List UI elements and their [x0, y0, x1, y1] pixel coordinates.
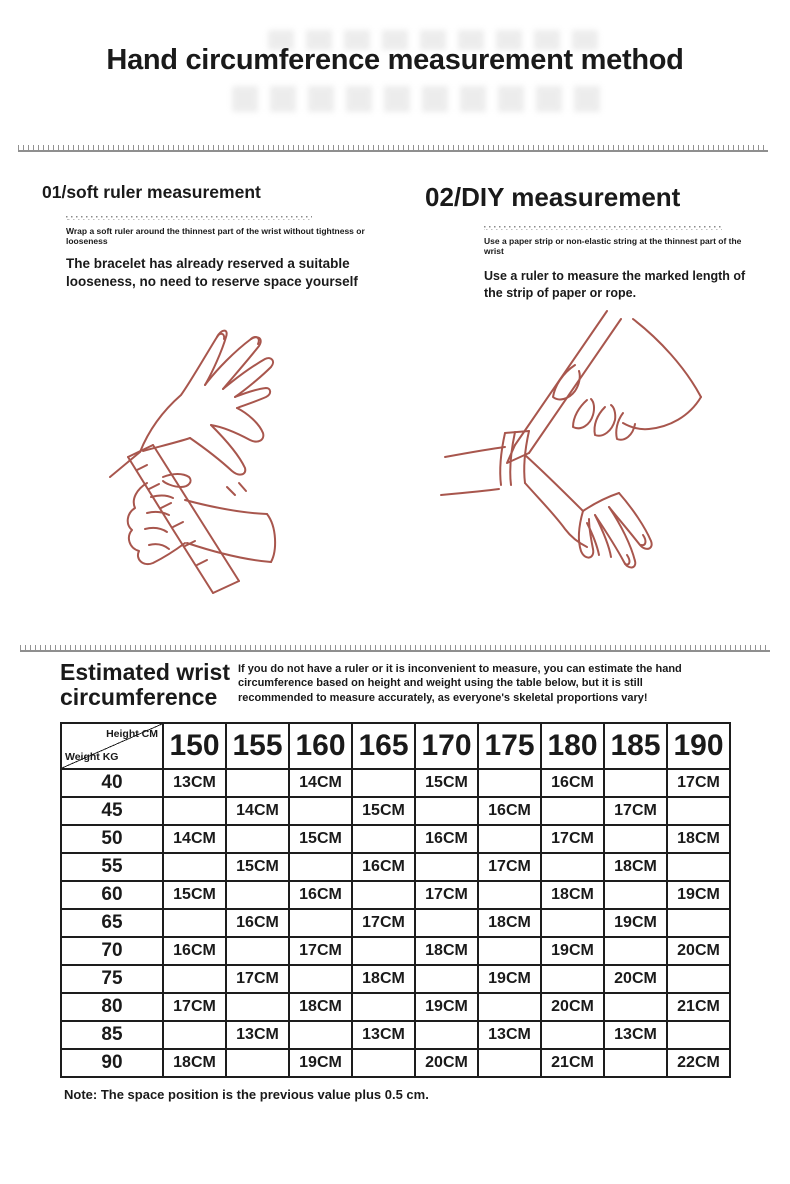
- table-header-row: [61, 723, 730, 769]
- height-header-cell: 155: [226, 723, 289, 769]
- page-title: Hand circumference measurement method: [106, 44, 684, 76]
- value-cell: [667, 853, 730, 881]
- value-cell: 20CM: [604, 965, 667, 993]
- weight-cell: 60: [61, 881, 163, 909]
- height-header-cell: 175: [478, 723, 541, 769]
- value-cell: [478, 769, 541, 797]
- estimate-section: [0, 660, 790, 710]
- value-cell: [289, 853, 352, 881]
- value-cell: 22CM: [667, 1049, 730, 1077]
- value-cell: 20CM: [541, 993, 604, 1021]
- value-cell: [667, 1021, 730, 1049]
- value-cell: [226, 1049, 289, 1077]
- value-cell: [415, 797, 478, 825]
- hatched-divider-top: [18, 145, 768, 152]
- corner-label-height: Height CM: [106, 727, 158, 740]
- value-cell: 18CM: [352, 965, 415, 993]
- wrist-size-table: [60, 722, 731, 1078]
- value-cell: 13CM: [604, 1021, 667, 1049]
- value-cell: 17CM: [163, 993, 226, 1021]
- value-cell: [352, 1049, 415, 1077]
- value-cell: [541, 1021, 604, 1049]
- value-cell: 20CM: [667, 937, 730, 965]
- value-cell: [352, 881, 415, 909]
- value-cell: [289, 1021, 352, 1049]
- estimate-heading: Estimated wrist circumference: [60, 659, 230, 710]
- value-cell: 19CM: [415, 993, 478, 1021]
- value-cell: 16CM: [289, 881, 352, 909]
- estimate-description: If you do not have a ruler or it is inconvenient to measure, you can estimate the hand circumference based on height and weight using the table below, but it is still recommended to measure accurately, as everyone's skeletal proportions vary!: [238, 663, 682, 704]
- value-cell: 18CM: [478, 909, 541, 937]
- value-cell: 13CM: [226, 1021, 289, 1049]
- ghost-watermark-bottom: [232, 86, 612, 112]
- value-cell: 15CM: [163, 881, 226, 909]
- illustrations-row: [0, 305, 790, 605]
- table-note: Note: The space position is the previous value plus 0.5 cm.: [64, 1086, 429, 1102]
- value-cell: 21CM: [541, 1049, 604, 1077]
- value-cell: 17CM: [667, 769, 730, 797]
- value-cell: 13CM: [352, 1021, 415, 1049]
- soft-ruler-heading: 01/soft ruler measurement: [42, 182, 261, 202]
- table-row: [61, 965, 730, 993]
- value-cell: [352, 993, 415, 1021]
- value-cell: 15CM: [415, 769, 478, 797]
- value-cell: 20CM: [415, 1049, 478, 1077]
- value-cell: [163, 1021, 226, 1049]
- value-cell: 17CM: [226, 965, 289, 993]
- value-cell: [415, 853, 478, 881]
- table-row: [61, 909, 730, 937]
- value-cell: 16CM: [226, 909, 289, 937]
- value-cell: [226, 881, 289, 909]
- value-cell: [352, 937, 415, 965]
- soft-ruler-subtext: Wrap a soft ruler around the thinnest part of the wrist without tightness or looseness: [66, 226, 365, 246]
- corner-label-weight: Weight KG: [65, 750, 119, 763]
- value-cell: 15CM: [352, 797, 415, 825]
- value-cell: [163, 909, 226, 937]
- value-cell: [226, 769, 289, 797]
- value-cell: [289, 965, 352, 993]
- value-cell: 16CM: [541, 769, 604, 797]
- value-cell: 16CM: [163, 937, 226, 965]
- weight-cell: 85: [61, 1021, 163, 1049]
- value-cell: 17CM: [604, 797, 667, 825]
- value-cell: [415, 965, 478, 993]
- value-cell: 17CM: [478, 853, 541, 881]
- height-header-cell: 185: [604, 723, 667, 769]
- value-cell: 13CM: [478, 1021, 541, 1049]
- table-row: [61, 1049, 730, 1077]
- weight-cell: 40: [61, 769, 163, 797]
- value-cell: [478, 993, 541, 1021]
- value-cell: [604, 881, 667, 909]
- value-cell: 17CM: [352, 909, 415, 937]
- value-cell: 17CM: [289, 937, 352, 965]
- value-cell: [478, 825, 541, 853]
- value-cell: [541, 853, 604, 881]
- weight-cell: 50: [61, 825, 163, 853]
- value-cell: [352, 769, 415, 797]
- value-cell: 18CM: [604, 853, 667, 881]
- value-cell: [541, 797, 604, 825]
- value-cell: 16CM: [415, 825, 478, 853]
- value-cell: 18CM: [667, 825, 730, 853]
- value-cell: [226, 825, 289, 853]
- height-header-cell: 160: [289, 723, 352, 769]
- value-cell: [415, 909, 478, 937]
- value-cell: 13CM: [163, 769, 226, 797]
- table-row: [61, 1021, 730, 1049]
- value-cell: [478, 881, 541, 909]
- size-table-body: [61, 769, 730, 1077]
- value-cell: 19CM: [541, 937, 604, 965]
- value-cell: 19CM: [289, 1049, 352, 1077]
- value-cell: 16CM: [478, 797, 541, 825]
- value-cell: [667, 909, 730, 937]
- value-cell: 16CM: [352, 853, 415, 881]
- value-cell: 18CM: [163, 1049, 226, 1077]
- weight-cell: 70: [61, 937, 163, 965]
- value-cell: [604, 769, 667, 797]
- dotted-separator: [484, 226, 722, 230]
- value-cell: [604, 937, 667, 965]
- hatched-divider-middle: [20, 645, 770, 652]
- value-cell: 18CM: [415, 937, 478, 965]
- value-cell: [415, 1021, 478, 1049]
- diy-heading: 02/DIY measurement: [425, 182, 681, 212]
- value-cell: [289, 909, 352, 937]
- value-cell: 14CM: [226, 797, 289, 825]
- title-block: [0, 0, 790, 77]
- height-header-cell: 190: [667, 723, 730, 769]
- value-cell: [667, 797, 730, 825]
- value-cell: 18CM: [289, 993, 352, 1021]
- weight-cell: 65: [61, 909, 163, 937]
- diy-subtext: Use a paper strip or non-elastic string at the thinnest part of the wrist: [484, 236, 742, 256]
- table-row: [61, 825, 730, 853]
- dotted-separator: [66, 216, 312, 220]
- value-cell: 18CM: [541, 881, 604, 909]
- value-cell: [289, 797, 352, 825]
- value-cell: [541, 909, 604, 937]
- value-cell: 19CM: [667, 881, 730, 909]
- methods-section: [0, 182, 790, 301]
- diy-pen-hand-illustration: [437, 305, 767, 605]
- value-cell: [478, 937, 541, 965]
- value-cell: 14CM: [163, 825, 226, 853]
- value-cell: 14CM: [289, 769, 352, 797]
- weight-cell: 45: [61, 797, 163, 825]
- diy-body: Use a ruler to measure the marked length of the strip of paper or rope.: [484, 269, 746, 300]
- value-cell: [163, 853, 226, 881]
- soft-ruler-hand-illustration: [85, 305, 395, 605]
- value-cell: 19CM: [604, 909, 667, 937]
- value-cell: 15CM: [226, 853, 289, 881]
- value-cell: 21CM: [667, 993, 730, 1021]
- weight-cell: 55: [61, 853, 163, 881]
- value-cell: 19CM: [478, 965, 541, 993]
- soft-ruler-body: The bracelet has already reserved a suitable looseness, no need to reserve space yourself: [66, 256, 358, 289]
- value-cell: 15CM: [289, 825, 352, 853]
- weight-cell: 90: [61, 1049, 163, 1077]
- weight-cell: 80: [61, 993, 163, 1021]
- weight-cell: 75: [61, 965, 163, 993]
- value-cell: [478, 1049, 541, 1077]
- value-cell: [226, 937, 289, 965]
- table-row: [61, 853, 730, 881]
- value-cell: [604, 1049, 667, 1077]
- value-cell: 17CM: [541, 825, 604, 853]
- value-cell: [667, 965, 730, 993]
- height-header-cell: 165: [352, 723, 415, 769]
- height-header-cell: 150: [163, 723, 226, 769]
- value-cell: 17CM: [415, 881, 478, 909]
- diagonal-corner-cell: [61, 723, 163, 769]
- table-row: [61, 937, 730, 965]
- diy-column: [412, 182, 790, 301]
- table-row: [61, 769, 730, 797]
- height-header-cell: 180: [541, 723, 604, 769]
- value-cell: [352, 825, 415, 853]
- table-row: [61, 993, 730, 1021]
- value-cell: [163, 797, 226, 825]
- height-header-cell: 170: [415, 723, 478, 769]
- value-cell: [163, 965, 226, 993]
- value-cell: [541, 965, 604, 993]
- value-cell: [226, 993, 289, 1021]
- value-cell: [604, 993, 667, 1021]
- value-cell: [604, 825, 667, 853]
- table-row: [61, 797, 730, 825]
- soft-ruler-column: [42, 182, 412, 301]
- table-row: [61, 881, 730, 909]
